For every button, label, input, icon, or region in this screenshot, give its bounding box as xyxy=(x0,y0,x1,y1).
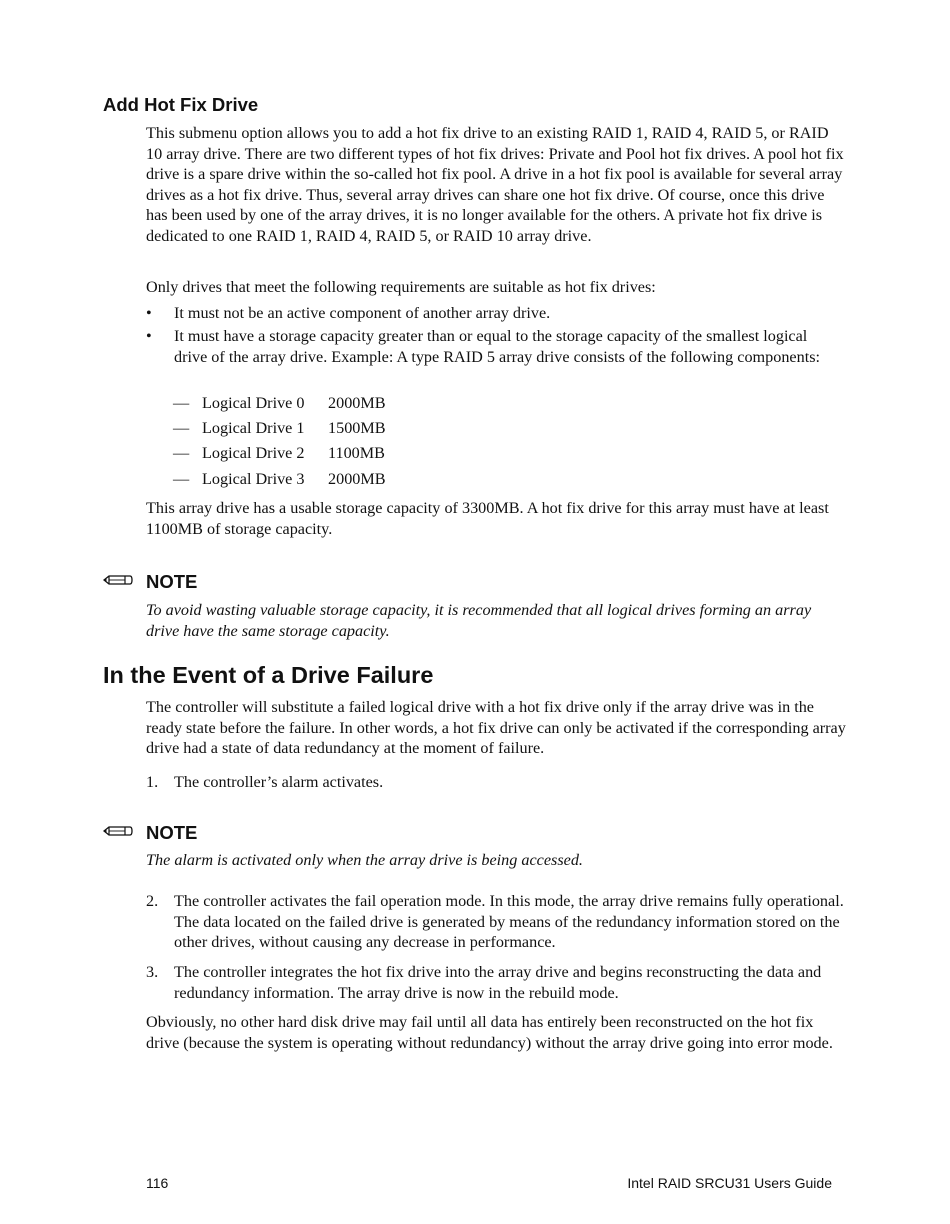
step-number: 2. xyxy=(146,892,159,910)
dash-mark: — xyxy=(173,394,190,412)
step-number: 1. xyxy=(146,773,159,791)
logical-drive-name: Logical Drive 2 xyxy=(202,444,305,462)
logical-drive-name: Logical Drive 3 xyxy=(202,470,305,488)
page-number: 116 xyxy=(146,1175,169,1191)
logical-drive-row xyxy=(173,443,385,463)
dash-mark: — xyxy=(173,470,190,488)
paragraph-rebuild-warning: Obviously, no other hard disk drive may fail until all data has entirely been reconstructed on the hot fix drive (because the system is operating without redundancy) without the array drive going into error mode. xyxy=(146,1013,833,1052)
dash-mark: — xyxy=(173,419,190,437)
step-text: The controller’s alarm activates. xyxy=(174,773,384,791)
logical-drive-size: 2000MB xyxy=(328,470,386,488)
paragraph-usable-capacity: This array drive has a usable storage capacity of 3300MB. A hot fix drive for this array must have at least 1100MB of storage capacity. xyxy=(146,499,829,538)
section-heading-drive-failure: In the Event of a Drive Failure xyxy=(103,662,434,688)
bullet-text: It must have a storage capacity greater than or equal to the storage capacity of the smallest logical drive of the array drive. Example: A type RAID 5 array drive consists of the following components: xyxy=(174,327,820,366)
logical-drive-name: Logical Drive 1 xyxy=(202,419,305,437)
logical-drive-row xyxy=(173,393,386,413)
paragraph-drive-failure-intro: The controller will substitute a failed logical drive with a hot fix drive only if the array drive was in the ready state before the failure. In other words, a hot fix drive can only be activated if the corresponding array drive had a state of data redundancy at the moment of failure. xyxy=(146,698,846,757)
pencil-icon xyxy=(103,824,133,838)
logical-drive-row xyxy=(173,469,386,489)
footer-title: Intel RAID SRCU31 Users Guide xyxy=(627,1175,832,1191)
logical-drive-size: 1100MB xyxy=(328,444,385,462)
bullet-text: It must not be an active component of another array drive. xyxy=(174,304,551,322)
paragraph-requirements: Only drives that meet the following requirements are suitable as hot fix drives: xyxy=(146,278,656,296)
bullet-mark: • xyxy=(146,327,152,345)
section-heading-add-hot-fix-drive: Add Hot Fix Drive xyxy=(103,94,259,115)
step-text: The controller integrates the hot fix drive into the array drive and begins reconstructing the data and redundancy information. The array drive is now in the rebuild mode. xyxy=(174,963,822,1002)
logical-drive-row xyxy=(173,418,386,438)
note-text: To avoid wasting valuable storage capacity, it is recommended that all logical drives forming an array drive have the same storage capacity. xyxy=(146,601,812,640)
note-text: The alarm is activated only when the array drive is being accessed. xyxy=(146,851,583,869)
bullet-mark: • xyxy=(146,304,152,322)
logical-drive-name: Logical Drive 0 xyxy=(202,394,305,412)
dash-mark: — xyxy=(173,444,190,462)
step-text: The controller activates the fail operation mode. In this mode, the array drive remains fully operational. The data located on the failed drive is generated by means of the redundancy information stored on the other drives, without causing any decrease in performance. xyxy=(174,892,844,951)
note-heading: NOTE xyxy=(146,571,198,592)
logical-drive-size: 2000MB xyxy=(328,394,386,412)
paragraph-hot-fix-intro: This submenu option allows you to add a hot fix drive to an existing RAID 1, RAID 4, RAID 5, or RAID 10 array drive. There are two different types of hot fix drives: Private and Pool hot fix drives. A pool hot fix drive is a spare drive within the so-called hot fix pool. A drive in a hot fix pool is available for several array drives as a hot fix drive. Thus, several array drives can share one hot fix drive. Of course, once this drive has been used by one of the array drives, it is no longer available for the others. A private hot fix drive is dedicated to one RAID 1, RAID 4, RAID 5, or RAID 10 array drive. xyxy=(146,124,844,245)
pencil-icon xyxy=(103,573,133,587)
step-number: 3. xyxy=(146,963,159,981)
note-heading: NOTE xyxy=(146,822,198,843)
logical-drive-size: 1500MB xyxy=(328,419,386,437)
